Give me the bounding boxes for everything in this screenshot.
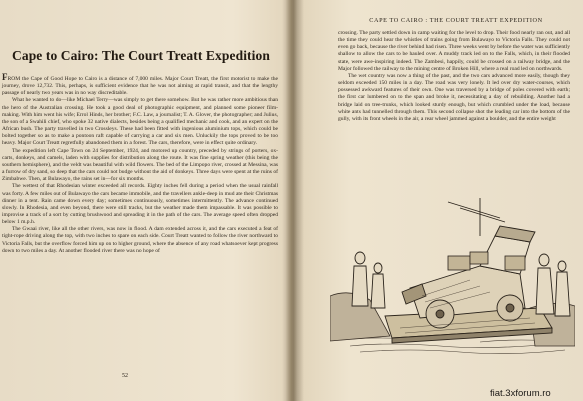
water-hatching (340, 338, 565, 354)
paragraph: crossing. The party settled down in camp waiting for the level to drop. Their food nearly ran out, and all the time they could hear the whistles of trains going from Bulawayo to Victoria Falls. They could not even go back, because the river behind had risen. Three weeks went by before the water was sufficiently shallow to allow the cars to be hauled over. A muddy track led on to the Falls, which, in their flooded state, were awe-inspiring indeed. The Zambesi, happily, could be crossed on a railway bridge, and the Major followed the railway to the mining centre of Broken Hill, where a real road led on northwards. (338, 30, 570, 72)
rigging-mast (448, 198, 505, 236)
right-page-body (338, 30, 570, 123)
running-head: CAPE TO CAIRO : THE COURT TREATT EXPEDITION (369, 17, 543, 24)
paragraph: The wet country was now a thing of the past, and the two cars advanced more easily, though they seldom exceeded 150 miles in a day. The road was very lonely. It led over dry water-courses, which possessed awkward features of their own. One was traversed by a bridge of poles covered with earth; the first car lumbered on to the span and broke it, necessitating a day of rebuilding. Another had a bridge laid on tree-trunks, which looked sturdy enough, but which crumbled under the load, because white ants had tunnelled through them. This second collapse shot the leading car into the bottom of the gully, with its front wheels in the air, a rear wheel jammed against a boulder, and the entire weight (338, 72, 570, 122)
left-page (0, 0, 290, 401)
paragraph: The wettest of that Rhodesian winter exceeded all records. Eighty inches fell during a period when the usual rainfall was forty. A few miles out of Bulawayo the cars became immobile, and the travellers ankle-deep in mud ate their Christmas dinner in a tent. Rain came down every day; sometimes continuously, sometimes intermittently. The advance continued slowly. In Rhodesia, and even beyond, there were still tracks, but the weather made them impassable. It was possible to improvise a track of a sort by cutting brushwood and spreading it in the path of the cars. The average speed often dropped below 1 m.p.h. (2, 183, 278, 226)
car (402, 226, 535, 328)
paragraph: The expedition left Cape Town on 24 September, 1924, and motored up country, preceded by strings of porters, ox-carts, donkeys, and camels, laden with supplies for distribution along the route. It was fine spring weather (this being the southern hemisphere), and the veldt was beautiful with wild flowers. The bed of the Limpopo river, crossed at Messina, was a furrow of dry sand, so deep that the cars could not budge without the aid of donkeys. Three days were spent at the ruins of Zimbabwe. Then, at Bulawayo, the rains set in—for six months. (2, 147, 278, 183)
book-gutter (282, 0, 304, 401)
right-page (292, 0, 583, 401)
drop-cap: F (2, 72, 8, 82)
paragraph: The Gwaai river, like all the other rivers, was now in flood. A dam extended across it, and the cars executed a feat of tight-rope driving along the top, with two inches to spare on each side. Court Treatt wanted to follow the river northward to Victoria Falls, but the overflow forced him up on to higher ground, where the absence of any road whatsoever kept progress down to two miles a day. At another flooded river there was no hope of (2, 226, 278, 254)
paragraph: What he wanted to do—like Michael Terry—was simply to get there somehow. But he was rather more ambitious than the hero of the Australian crossing. He took a good deal of photographic equipment, and planned some pioneer film-making. With him went his wife; Errol Hinds, her brother; F.C. Law, a journalist; T. A. Glover, the photographer; and Julius, the son of a Swahili chief, who spoke 32 native dialects, besides being a qualified mechanic and cook, and an expert on the African bush. The party travelled in two Crossleys. These had been fitted with ingenious aluminium tops, which could be bolted together so as to make a pontoon raft capable of carrying a car and six men. Unluckily the tops proved to be too heavy. Major Court Treatt regretfully abandoned them in a forest. The cars, therefore, were in effect quite ordinary. (2, 97, 278, 147)
left-page-body (2, 74, 278, 255)
page-number: 52 (122, 373, 128, 379)
site-watermark: fiat.3xforum.ro (490, 388, 551, 399)
paragraph: FROM the Cape of Good Hope to Cairo is a distance of 7,000 miles. Major Court Treatt, the first motorist to make the journey, drove 12,732. This, perhaps, is sufficient evidence that he was not aiming at rapid transit, and that the lengthy passage of nearly two years was in no way discreditable. (2, 72, 278, 97)
car-ferry-illustration (330, 196, 575, 356)
chapter-title: Cape to Cairo: The Court Treatt Expedition (12, 48, 270, 63)
